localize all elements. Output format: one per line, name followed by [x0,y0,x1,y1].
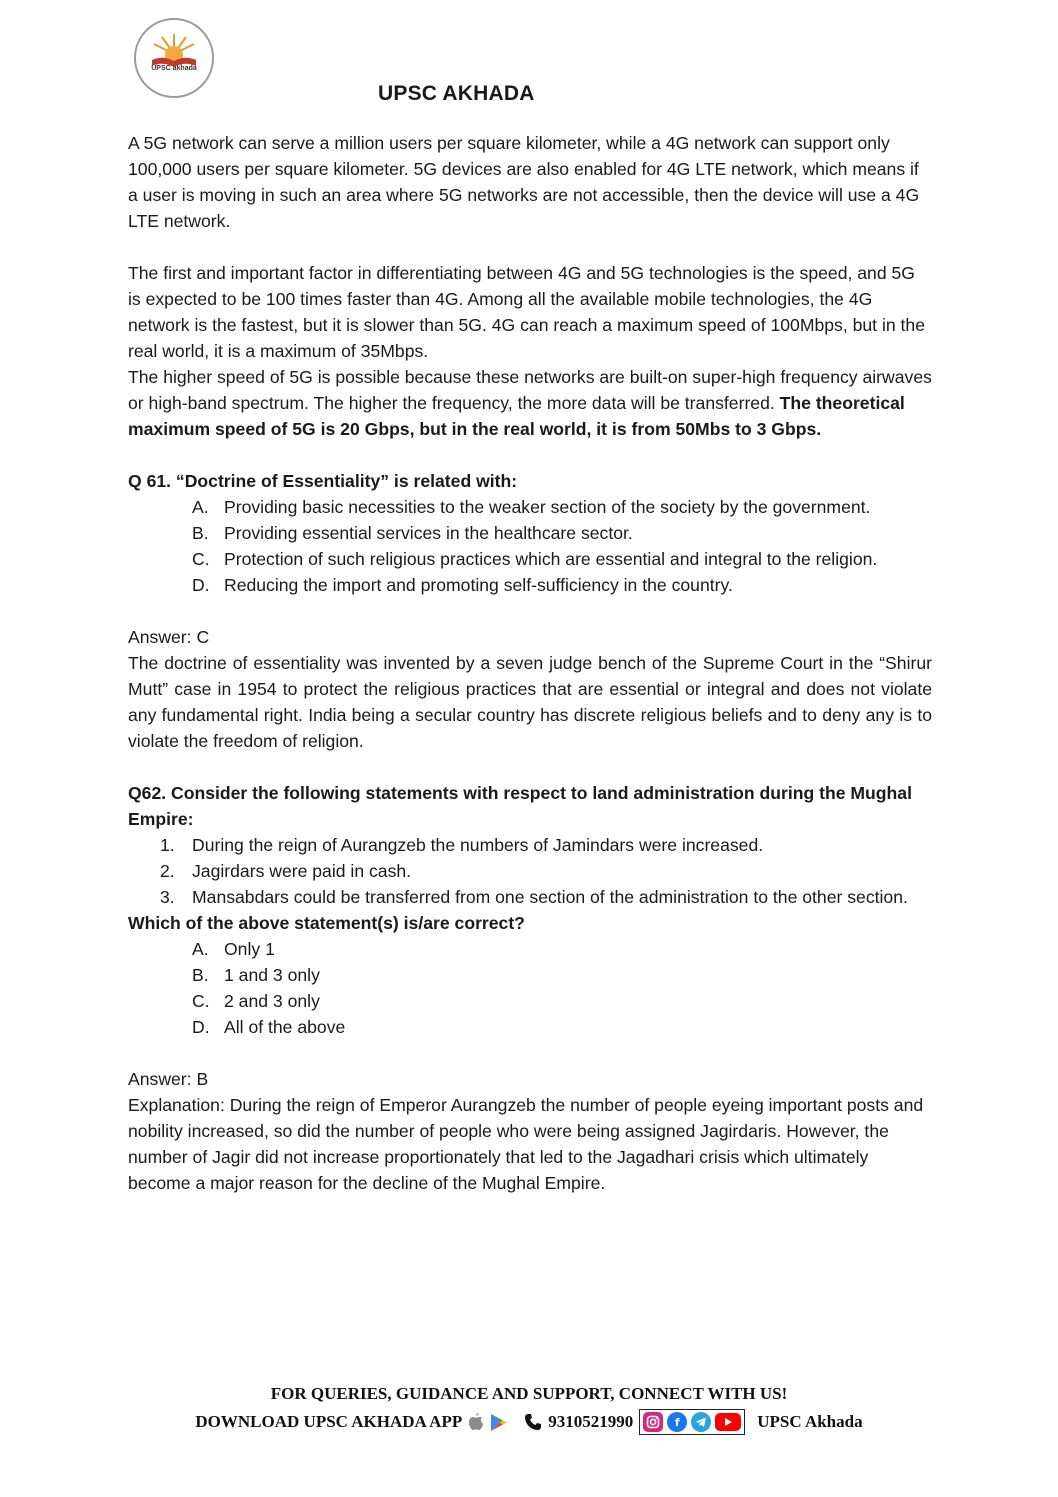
option-mark: A. [192,497,209,517]
statement-text: Jagirdars were paid in cash. [192,861,412,881]
q61-option [128,546,932,572]
option-mark: B. [192,523,209,543]
option-text: All of the above [224,1017,346,1037]
q62-statements [128,832,932,910]
speed-paragraph-2 [128,364,932,442]
q61-option [128,494,932,520]
phone-number[interactable]: 9310521990 [548,1412,634,1431]
play-store-icon[interactable] [490,1413,508,1432]
option-mark: D. [192,1017,210,1037]
option-mark: D. [192,575,210,595]
statement-text: During the reign of Aurangzeb the numbers of Jamindars were increased. [192,835,764,855]
footer-contact-line: FOR QUERIES, GUIDANCE AND SUPPORT, CONNECT WITH US! [270,1384,788,1403]
statement-mark: 3. [160,887,175,907]
speed-paragraph-2-bold: The theoretical maximum speed of 5G is 20 Gbps, but in the real world, it is from 50Mbs to 3 Gbps. [128,393,905,439]
option-text: Providing basic necessities to the weaker section of the society by the government. [224,497,871,517]
speed-paragraph-1: The first and important factor in differentiating between 4G and 5G technologies is the speed, and 5G is expected to be 100 times faster than 4G. Among all the available mobile technologies, the 4G network is the fastest, but it is slower than 5G. 4G can reach a maximum speed of 100Mbps, but in the real world, it is a maximum of 35Mbps. [128,263,926,361]
q62-option [128,936,932,962]
document-body [128,130,932,1196]
option-mark: A. [192,939,209,959]
download-label: DOWNLOAD UPSC AKHADA APP [195,1412,463,1431]
intro-paragraph: A 5G network can serve a million users per square kilometer, while a 4G network can support only 100,000 users per square kilometer. 5G devices are also enabled for 4G LTE network, which means if a user is moving in such an area where 5G networks are not accessible, then the device will use a 4G LTE network. [128,133,920,231]
q61-question: Q 61. “Doctrine of Essentiality” is related with: [128,471,518,491]
q61-option [128,520,932,546]
page-title: UPSC AKHADA [378,82,535,105]
logo [134,18,214,98]
logo-text: UPSC akhada [151,65,197,72]
facebook-icon[interactable]: f [667,1412,687,1432]
q62-statement [128,832,932,858]
q62-option [128,1014,932,1040]
instagram-icon[interactable] [643,1412,663,1432]
q61-answer: Answer: C [128,627,210,647]
q61-explanation: The doctrine of essentiality was invented by a seven judge bench of the Supreme Court in the “Shirur Mutt” case in 1954 to protect the religious practices that are essential or integral and does not violate any fundamental right. India being a secular country has discrete religious beliefs and to deny any is to violate the freedom of religion. [128,653,932,751]
footer-download-line [0,1409,1058,1435]
q62-question: Q62. Consider the following statements with respect to land administration during the Mughal Empire: [128,783,912,829]
q61-option [128,572,932,598]
option-mark: B. [192,965,209,985]
statement-text: Mansabdars could be transferred from one section of the administration to the other section. [192,887,908,907]
option-text: 1 and 3 only [224,965,320,985]
sunrise-book-logo-icon [136,20,212,96]
phone-icon[interactable] [524,1413,542,1431]
option-text: Reducing the import and promoting self-sufficiency in the country. [224,575,733,595]
q62-answer: Answer: B [128,1069,209,1089]
q62-statement [128,858,932,884]
q62-options [128,936,932,1040]
statement-mark: 1. [160,835,175,855]
social-links-box [639,1409,745,1435]
q62-explanation: Explanation: During the reign of Emperor Aurangzeb the number of people eyeing important posts and nobility increased, so did the number of people who were being assigned Jagirdaris. However, the number of Jagir did not increase proportionately that led to the Jagadhari crisis which ultimately become a major reason for the decline of the Mughal Empire. [128,1095,924,1193]
q62-statement [128,884,932,910]
apple-icon[interactable] [468,1413,484,1432]
q62-option [128,988,932,1014]
option-text: 2 and 3 only [224,991,320,1011]
speed-paragraph-2-text: The higher speed of 5G is possible because these networks are built-on super-high frequency airwaves or high-band spectrum. The higher the frequency, the more data will be transferred. [128,367,932,413]
option-mark: C. [192,549,210,569]
q61-options [128,494,932,598]
option-text: Only 1 [224,939,275,959]
option-mark: C. [192,991,210,1011]
q62-prompt: Which of the above statement(s) is/are correct? [128,913,525,933]
option-text: Protection of such religious practices which are essential and integral to the religion. [224,549,878,569]
statement-mark: 2. [160,861,175,881]
youtube-icon[interactable] [715,1413,741,1431]
telegram-icon[interactable] [691,1412,711,1432]
channel-handle[interactable]: UPSC Akhada [757,1412,863,1431]
option-text: Providing essential services in the healthcare sector. [224,523,633,543]
q62-option [128,962,932,988]
